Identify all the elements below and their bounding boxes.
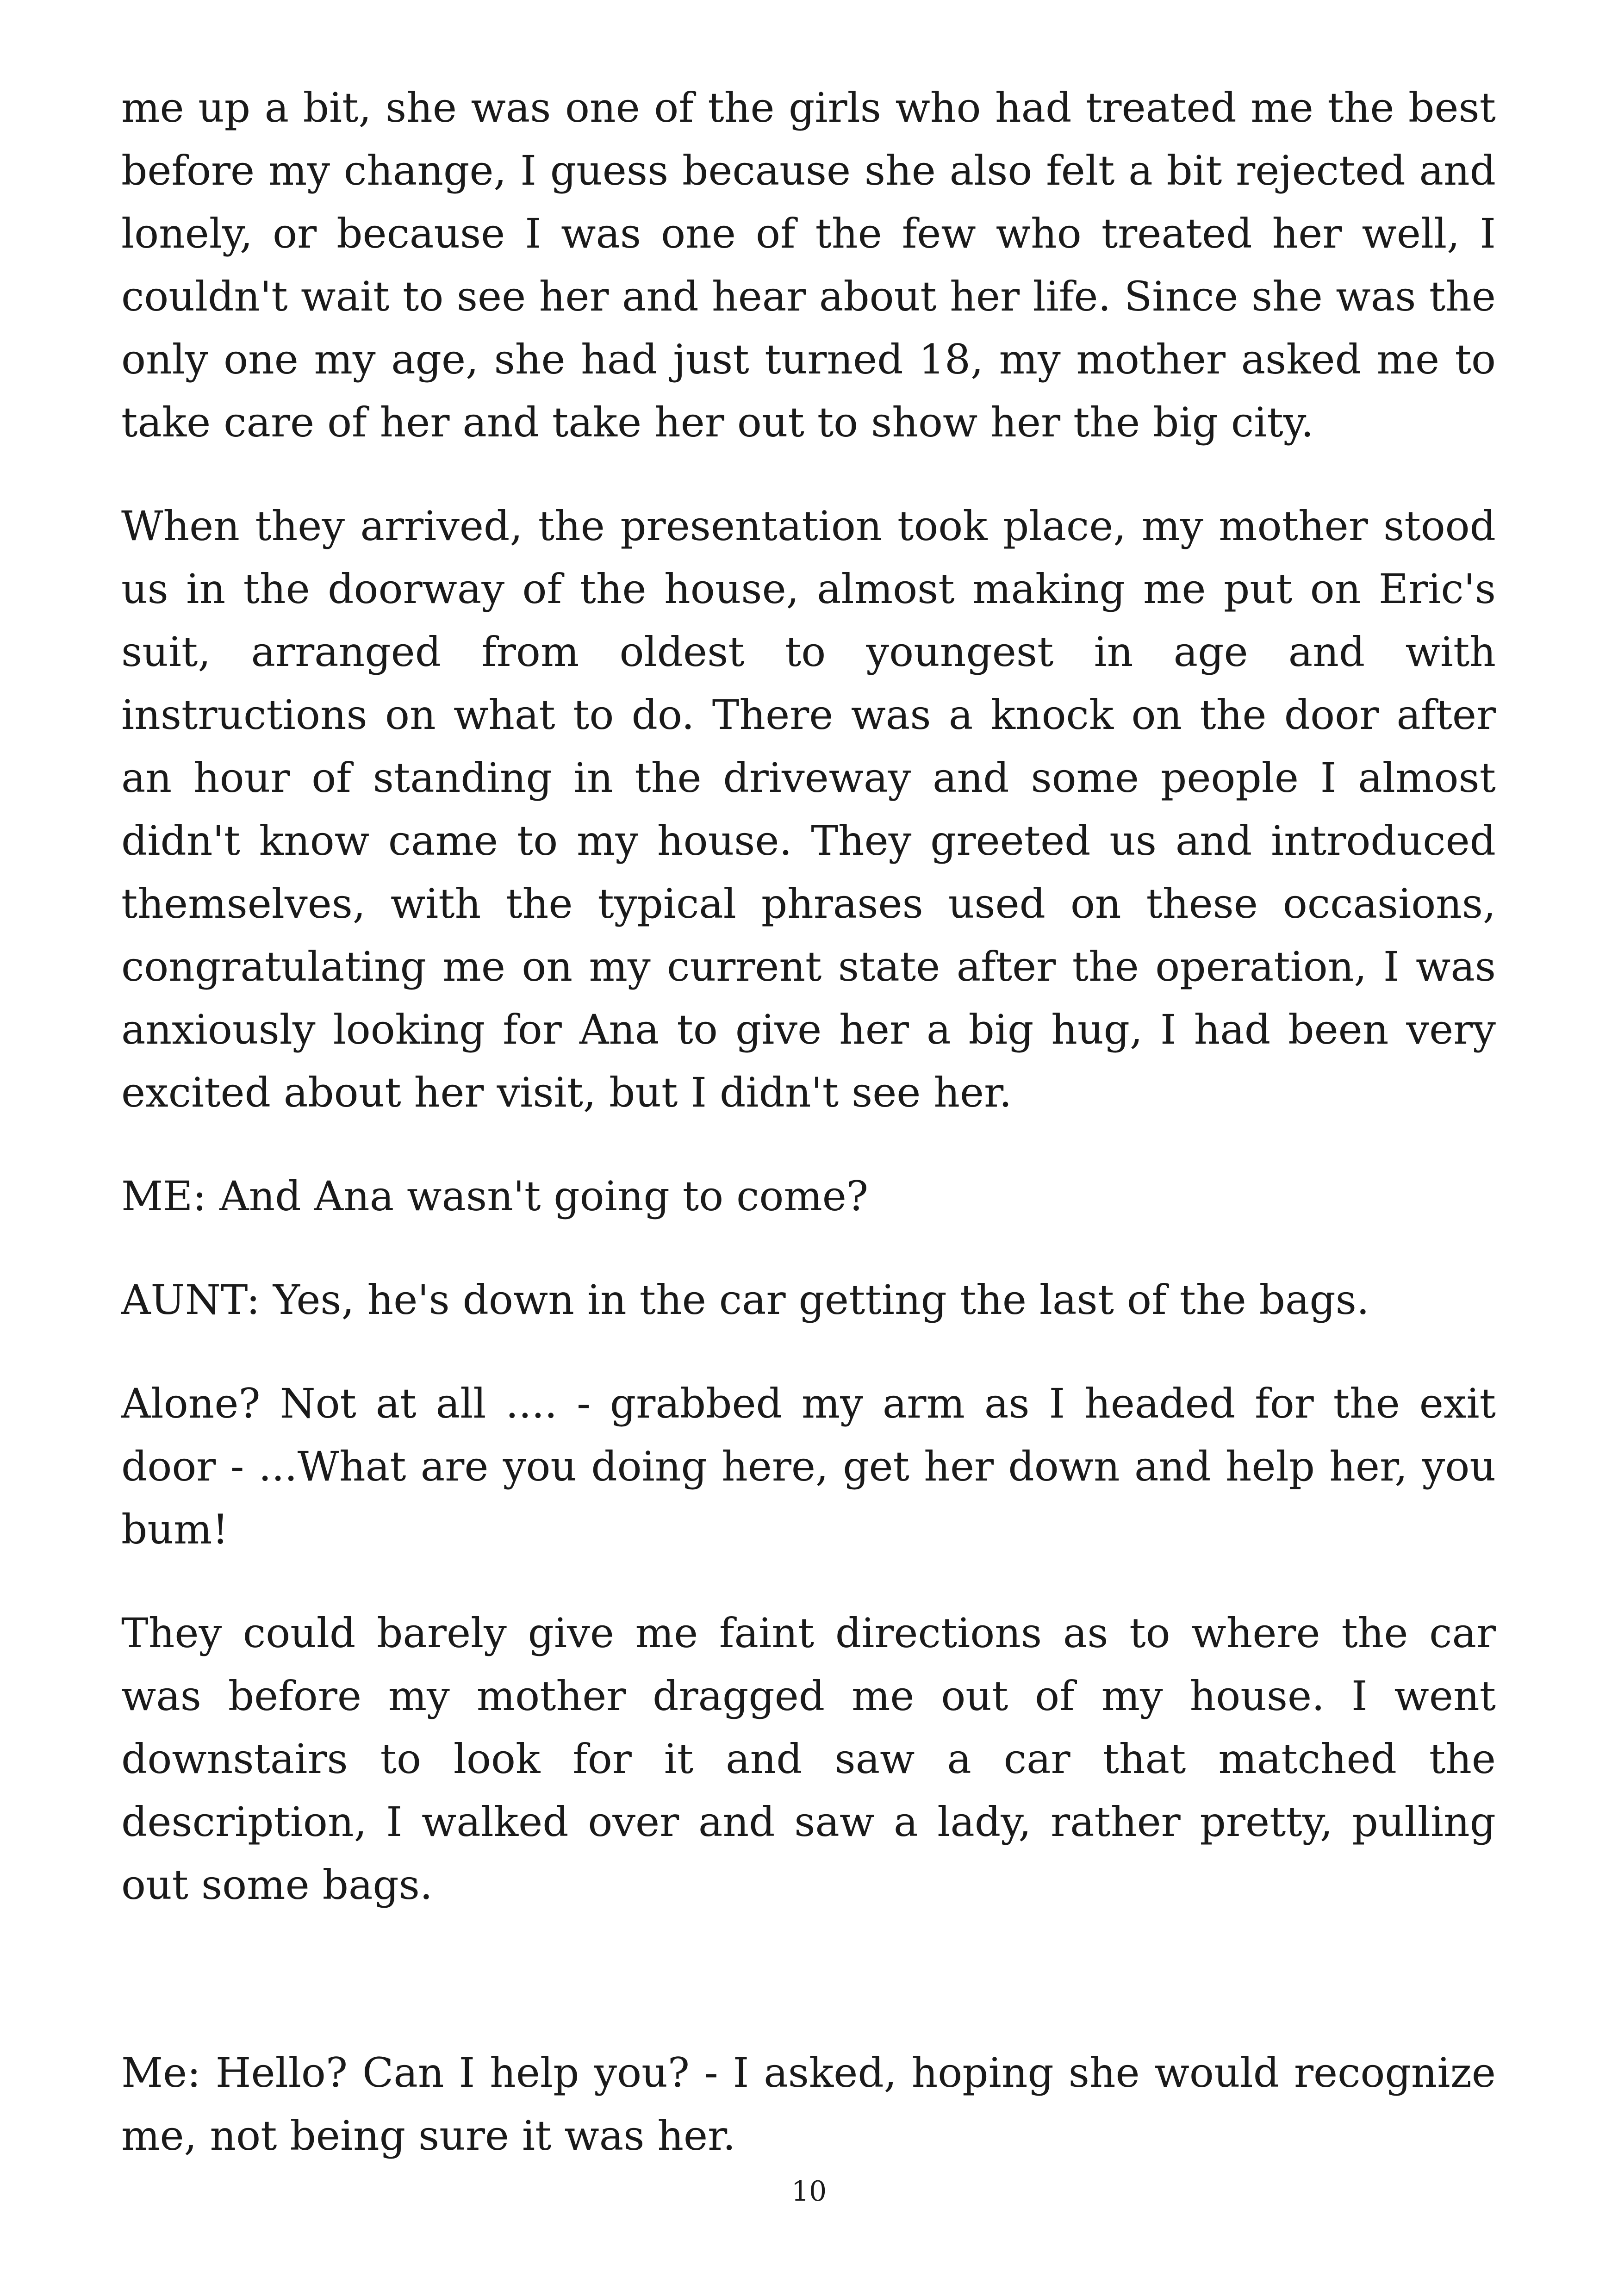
paragraph-7: Me: Hello? Can I help you? - I asked, hoping she would recognize me, not being sure it was her. <box>121 2049 1496 2159</box>
paragraph-4: AUNT: Yes, he's down in the car getting the last of the bags. <box>121 1276 1369 1324</box>
paragraph-2: When they arrived, the presentation took place, my mother stood us in the doorway of the house, almost making me put on Eric's suit, arranged from oldest to youngest in age and with instructions on what to do. There was a knock on the door after an hour of standing in the driveway and some people I almost didn't know came to my house. They greeted us and introduced themselves, with the typical phrases used on these occasions, congratulating me on my current state after the operation, I was anxiously looking for Ana to give her a big hug, I had been very excited about her visit, but I didn't see her. <box>121 502 1496 1116</box>
page-number: 10 <box>791 2175 827 2208</box>
paragraph-1: me up a bit, she was one of the girls who had treated me the best before my change, I guess because she also felt a bit rejected and lonely, or because I was one of the few who treated her well, I couldn't wait to see her and hear about her life. Since she was the only one my age, she had just turned 18, my mother asked me to take care of her and take her out to show her the big city. <box>121 84 1496 446</box>
body-text <box>121 76 1496 2208</box>
paragraph-5: Alone? Not at all .... - grabbed my arm as I headed for the exit door - ...What are you doing here, get her down and help her, you bum! <box>121 1380 1496 1553</box>
paragraph-3: ME: And Ana wasn't going to come? <box>121 1172 869 1220</box>
paragraph-6: They could barely give me faint directions as to where the car was before my mother dragged me out of my house. I went downstairs to look for it and saw a car that matched the description, I walked over and saw a lady, rather pretty, pulling out some bags. <box>121 1609 1496 1909</box>
